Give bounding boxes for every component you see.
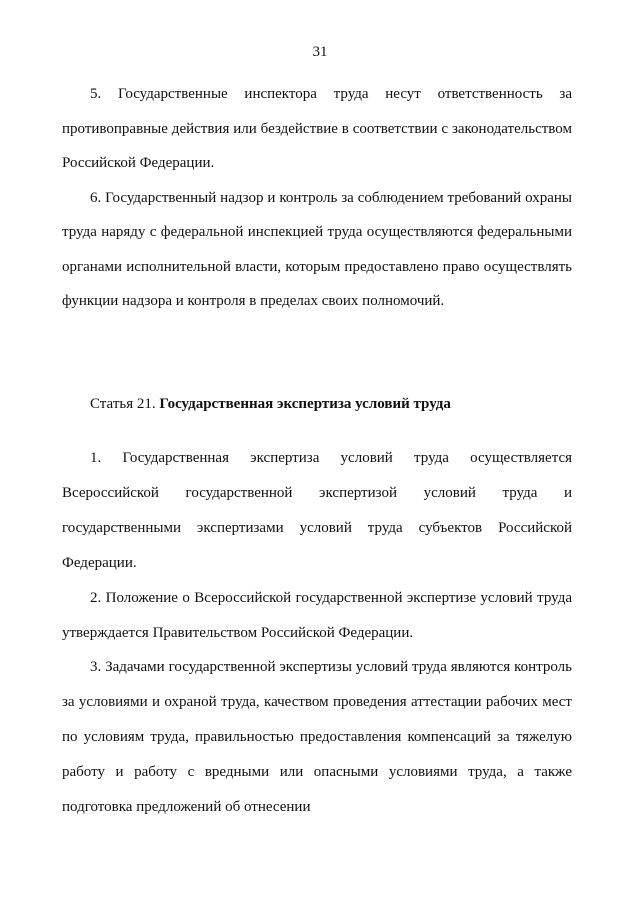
paragraph-1: 1. Государственная экспертиза условий труда осуществляется Всероссийской государственной экспертизой условий труда и государственными экспертизами условий труда субъектов Российской Федерации. [62,450,572,571]
page-number: 31 [312,44,328,60]
paragraph-2: 2. Положение о Всероссийской государственной экспертизе условий труда утверждается Правительством Российской Федерации. [62,589,572,641]
paragraph-5: 5. Государственные инспектора труда несут ответственность за противоправные действия или бездействие в соответствии с законодательством Российской Федерации. [62,86,572,171]
text-block-article-21 [62,441,572,825]
article-title: Государственная экспертиза условий труда [159,396,451,412]
article-label: Статья 21. [90,396,156,412]
text-block-before-article [62,77,572,319]
article-heading [90,396,451,413]
paragraph-3: 3. Задачами государственной экспертизы условий труда являются контроль за условиями и охраной труда, качеством проведения аттестации рабочих мест по условиям труда, правильностью предоставления компенсаций за тяжелую работу и работу с вредными или опасными условиями труда, а также подготовка предложений об отнесении [62,659,572,816]
paragraph-6: 6. Государственный надзор и контроль за соблюдением требований охраны труда наряду с федеральной инспекцией труда осуществляются федеральными органами исполнительной власти, которым предоставлено право осуществлять функции надзора и контроля в пределах своих полномочий. [62,189,572,309]
